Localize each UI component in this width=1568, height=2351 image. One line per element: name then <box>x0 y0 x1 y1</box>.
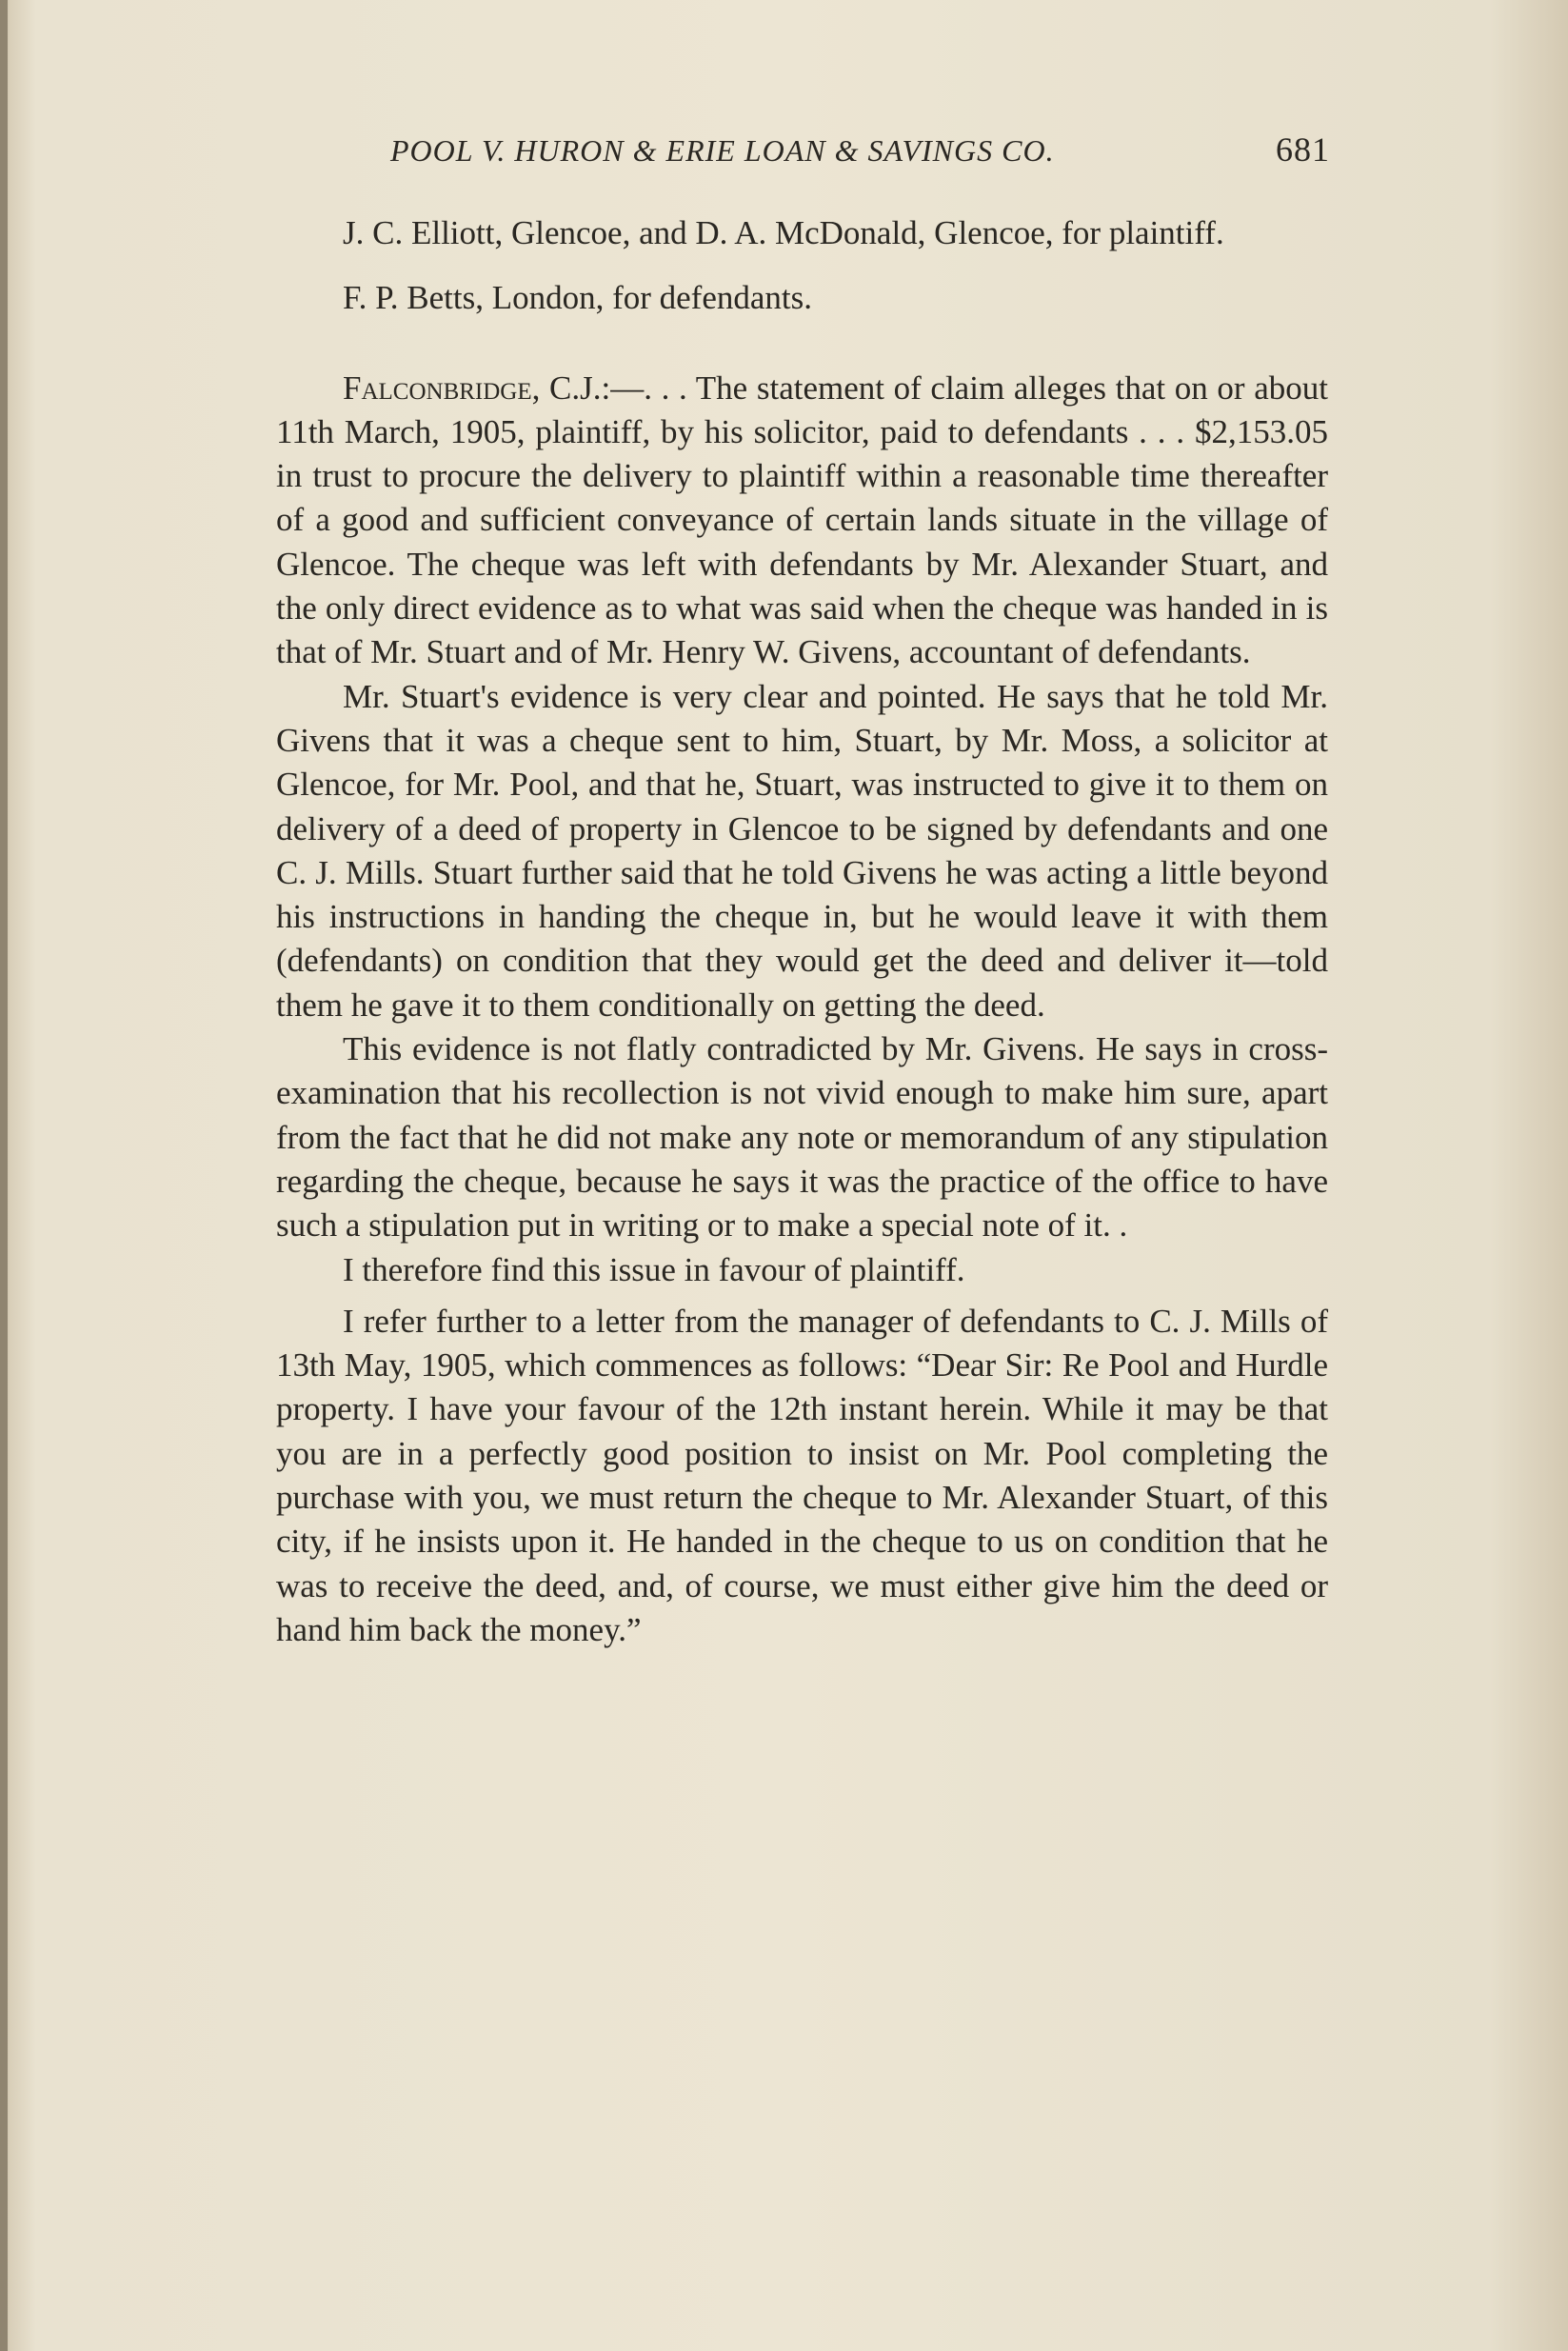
paragraph-givens-evidence: This evidence is not flatly contradicted by Mr. Givens. He says in cross-examination that his recollection is not vivid enough to make him sure, apart from the fact that he did not make any note or memorandum of any stipulation regarding the cheque, because he says it was the practice of the office to have such a stipulation put in writing or to make a special note of it. . <box>276 1030 1328 1245</box>
paragraph-letter: I refer further to a letter from the manager of defendants to C. J. Mills of 13th May, 1905, which commences as follows: “Dear Sir: Re Pool and Hurdle property. I have your favour of the 12th instant herein. While it may be that you are in a perfectly good position to insist on Mr. Pool completing the purchase with you, we must return the cheque to Mr. Alexander Stuart, of this city, if he insists upon it. He handed in the cheque to us on condition that he was to receive the deed, and, of course, we must either give him the deed or hand him back the money.” <box>276 1302 1328 1648</box>
counsel-defendants: F. P. Betts, London, for defendants. <box>343 279 812 317</box>
page-binding-edge <box>0 0 8 2351</box>
page-header <box>276 130 1330 181</box>
opening-text: —. . . The statement of claim alleges that on or about 11th March, 1905, plaintiff, by his solicitor, paid to defendants . . . $2,153.05 in trust to procure the delivery to plaintiff within a reasonable time thereafter of a good and sufficient conveyance of certain lands situate in the village of Glencoe. The cheque was left with defendants by Mr. Alexander Stuart, and the only direct evidence as to what was said when the cheque was handed in is that of Mr. Stuart and of Mr. Henry W. Givens, accountant of defendants. <box>276 369 1328 671</box>
judgment-opening-paragraph <box>276 367 1328 675</box>
judge-name: Falconbridge, C.J.: <box>343 369 611 407</box>
body-text <box>276 211 1328 1652</box>
paragraph-finding: I therefore find this issue in favour of plaintiff. <box>343 1250 965 1288</box>
running-head: POOL V. HURON & ERIE LOAN & SAVINGS CO. <box>390 133 1055 168</box>
page-number: 681 <box>1276 130 1330 169</box>
counsel-plaintiff: J. C. Elliott, Glencoe, and D. A. McDonald, Glencoe, for plaintiff. <box>343 214 1224 251</box>
paragraph-stuart-evidence: Mr. Stuart's evidence is very clear and pointed. He says that he told Mr. Givens that it was a cheque sent to him, Stuart, by Mr. Moss, a solicitor at Glencoe, for Mr. Pool, and that he, Stuart, was instructed to give it to them on delivery of a deed of property in Glencoe to be signed by defendants and one C. J. Mills. Stuart further said that he told Givens he was acting a little beyond his instructions in handing the cheque in, but he would leave it with them (defendants) on condition that they would get the deed and deliver it—told them he gave it to them conditionally on getting the deed. <box>276 677 1328 1024</box>
